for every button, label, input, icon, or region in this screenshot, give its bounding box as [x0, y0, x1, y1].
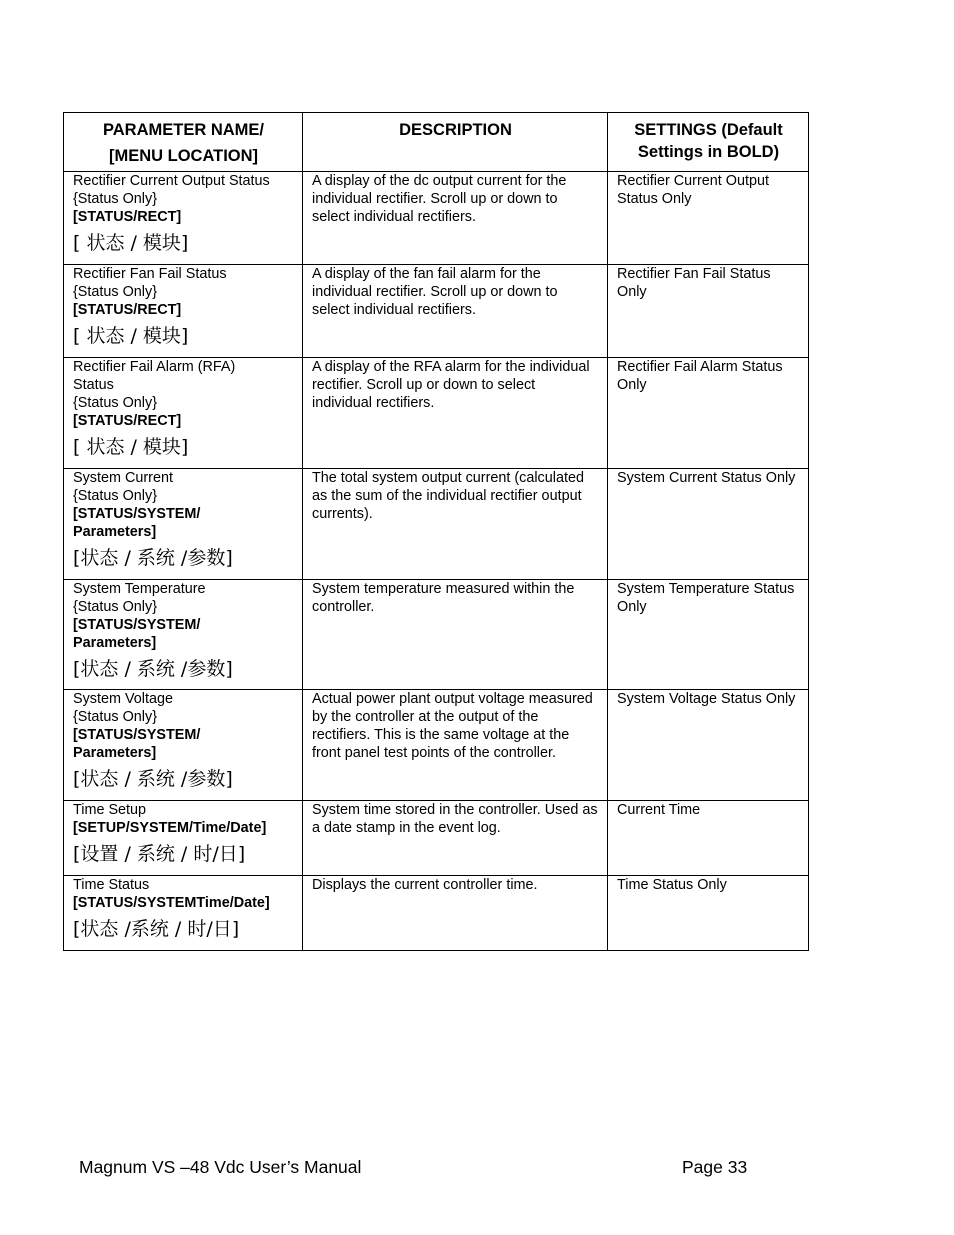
parameter-name-line: Time Status [73, 877, 150, 893]
table-row [64, 876, 809, 951]
parameter-name-line: {Status Only} [73, 599, 157, 615]
parameter-cell [64, 876, 303, 951]
parameter-name-line: {Status Only} [73, 709, 157, 725]
chinese-menu-location: [状态 /系统 / 时/日] [73, 918, 240, 940]
menu-location-line: [STATUS/RECT] [73, 413, 182, 429]
description-cell: System time stored in the controller. Used as a date stamp in the event log. [303, 801, 608, 876]
table-row [64, 690, 809, 801]
menu-location-line: [STATUS/SYSTEM/ [73, 617, 201, 633]
parameter-name-line: System Temperature [73, 581, 206, 597]
menu-location-line: [STATUS/RECT] [73, 209, 182, 225]
settings-cell: Rectifier Fan Fail Status Only [608, 265, 809, 358]
chinese-menu-location: [ 状态 / 模块] [73, 436, 189, 458]
menu-location-line: Parameters] [73, 524, 157, 540]
header-parameter-name: PARAMETER NAME/ [MENU LOCATION] [64, 113, 303, 172]
parameter-name-line: {Status Only} [73, 284, 157, 300]
table-row [64, 265, 809, 358]
parameter-table [63, 112, 809, 951]
chinese-menu-location: [设置 / 系统 / 时/日] [73, 843, 246, 865]
description-cell: A display of the RFA alarm for the individual rectifier. Scroll up or down to select individual rectifiers. [303, 358, 608, 469]
table-row [64, 801, 809, 876]
description-cell: Actual power plant output voltage measured by the controller at the output of the rectifiers. This is the same voltage at the front panel test points of the controller. [303, 690, 608, 801]
menu-location-line: [STATUS/SYSTEM/ [73, 506, 201, 522]
menu-location-line: [STATUS/SYSTEM/ [73, 727, 201, 743]
footer-page-number: Page 33 [682, 1157, 748, 1177]
chinese-menu-location: [ 状态 / 模块] [73, 325, 189, 347]
table-row [64, 172, 809, 265]
settings-cell: Rectifier Fail Alarm Status Only [608, 358, 809, 469]
description-cell: System temperature measured within the controller. [303, 580, 608, 690]
chinese-menu-location: [状态 / 系统 /参数] [73, 547, 233, 569]
parameter-name-line: System Current [73, 470, 173, 486]
parameter-name-line: Rectifier Fail Alarm (RFA) [73, 359, 236, 375]
header-settings: SETTINGS (Default Settings in BOLD) [608, 113, 809, 172]
settings-cell: Current Time [608, 801, 809, 876]
parameter-name-line: System Voltage [73, 691, 173, 707]
settings-cell: System Temperature Status Only [608, 580, 809, 690]
parameter-name-line: Time Setup [73, 802, 147, 818]
description-cell: Displays the current controller time. [303, 876, 608, 951]
footer-manual-title: Magnum VS –48 Vdc User’s Manual [79, 1157, 362, 1177]
chinese-menu-location: [状态 / 系统 /参数] [73, 658, 233, 680]
table-row [64, 469, 809, 580]
chinese-menu-location: [状态 / 系统 /参数] [73, 768, 233, 790]
parameter-cell [64, 580, 303, 690]
parameter-name-line: {Status Only} [73, 488, 157, 504]
parameter-cell [64, 358, 303, 469]
table-header-row [64, 113, 809, 172]
description-cell: A display of the fan fail alarm for the individual rectifier. Scroll up or down to select individual rectifiers. [303, 265, 608, 358]
description-cell: A display of the dc output current for the individual rectifier. Scroll up or down to select individual rectifiers. [303, 172, 608, 265]
menu-location-line: [STATUS/RECT] [73, 302, 182, 318]
parameter-name-line: Status [73, 377, 114, 393]
settings-cell: System Current Status Only [608, 469, 809, 580]
parameter-name-line: Rectifier Fan Fail Status [73, 266, 227, 282]
parameter-name-line: {Status Only} [73, 395, 157, 411]
parameter-name-line: Rectifier Current Output Status [73, 173, 270, 189]
menu-location-line: Parameters] [73, 635, 157, 651]
settings-cell: Rectifier Current Output Status Only [608, 172, 809, 265]
table-row [64, 358, 809, 469]
header-description: DESCRIPTION [303, 113, 608, 172]
table-row [64, 580, 809, 690]
parameter-cell [64, 469, 303, 580]
parameter-cell [64, 690, 303, 801]
menu-location-line: [STATUS/SYSTEMTime/Date] [73, 895, 270, 911]
parameter-cell [64, 801, 303, 876]
settings-cell: Time Status Only [608, 876, 809, 951]
parameter-name-line: {Status Only} [73, 191, 157, 207]
parameter-cell [64, 172, 303, 265]
settings-cell: System Voltage Status Only [608, 690, 809, 801]
description-cell: The total system output current (calculated as the sum of the individual rectifier output currents). [303, 469, 608, 580]
menu-location-line: [SETUP/SYSTEM/Time/Date] [73, 820, 267, 836]
chinese-menu-location: [ 状态 / 模块] [73, 232, 189, 254]
menu-location-line: Parameters] [73, 745, 157, 761]
parameter-cell [64, 265, 303, 358]
